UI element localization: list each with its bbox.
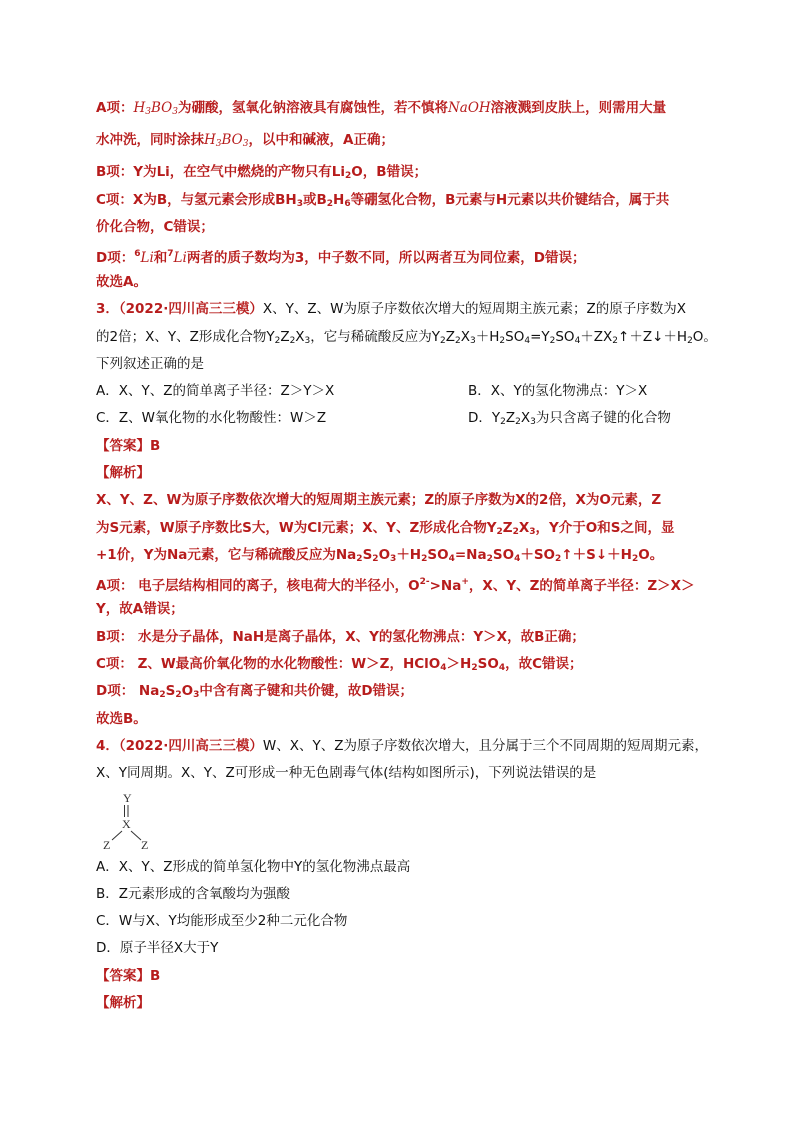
q3-options-row2 (96, 408, 736, 428)
text: X、Y、Z、W为原子序数依次增大的短周期主族元素；Z的原子序数为X (262, 301, 686, 317)
text: O (181, 683, 194, 699)
text: SO (555, 329, 575, 345)
choice-line: 故选A。 (96, 274, 147, 290)
text: X (518, 520, 530, 536)
text: =Y (530, 329, 550, 345)
text: 或B (302, 192, 327, 208)
option-a[interactable]: A．X、Y、Z形成的简单氢化物中Y的氢化物沸点最高 (96, 859, 411, 875)
q3-reason-a (96, 572, 695, 596)
text: A项： 电子层结构相同的离子，核电荷大的半径小，O (96, 578, 420, 594)
analysis-line-c2: 价化合物，C错误； (96, 219, 214, 235)
text: H (333, 192, 345, 208)
text: X (295, 329, 305, 345)
text: SO (492, 547, 515, 563)
text: D项： Na (96, 683, 160, 699)
option-d[interactable]: D．$Y_2Z_2X_3$为只含离子键的化合物 (468, 410, 671, 427)
option-b[interactable]: B．Z元素形成的含氧酸均为强酸 (96, 886, 291, 902)
text: 溶液溅到皮肤上，则需用大量 (490, 100, 667, 116)
q4-stem-line1 (96, 736, 708, 756)
question-source: 4．（2022·四川高三三模） (96, 738, 263, 754)
atom-x: X (122, 817, 131, 831)
text: B项：Y为Li，在空气中燃烧的产物只有Li (96, 164, 346, 180)
single-bond-line (112, 831, 122, 840)
atom-z-left: Z (103, 838, 111, 850)
q3-stem-line3: 下列叙述正确的是 (96, 356, 204, 372)
text: 中含有离子键和共价键，故D错误； (199, 683, 414, 699)
q3-reason-c: C项： Z、W最高价氧化物的水化物酸性：W＞Z，$HClO_4>H_2SO_4$，故C错误； (96, 656, 583, 673)
text: ，X、Y、Z的简单离子半径：Z＞X＞ (468, 578, 695, 594)
charge: 2- (419, 577, 430, 587)
text: 等硼氢化合物，B元素与H元素以共价键结合，属于共 (350, 192, 670, 208)
text: ＞H (446, 656, 472, 672)
text: ＋ZX (580, 329, 613, 345)
text: ，以中和碱液，A正确； (248, 132, 394, 148)
q3-analysis-line1: X、Y、Z、W为原子序数依次增大的短周期主族元素；Z的原子序数为X的2倍，X为O元素，Z (96, 492, 662, 508)
q3-analysis-label: 【解析】 (96, 465, 150, 481)
question-source: 3．（2022·四川高三三模） (96, 301, 263, 317)
formula-naoh: NaOH (447, 100, 491, 116)
text: ↑＋S↓＋H (561, 547, 632, 563)
text: 水冲洗，同时涂抹 (96, 132, 204, 148)
text: S (165, 683, 176, 699)
text: 为只含离子键的化合物 (535, 410, 671, 426)
option-c[interactable]: C．W与X、Y均能形成至少2种二元化合物 (96, 913, 348, 929)
text: Z (445, 329, 456, 345)
text: 两者的质子数均为3，中子数不同，所以两者互为同位素，D错误； (186, 250, 586, 266)
atom-y: Y (123, 791, 132, 805)
q4-analysis-label: 【解析】 (96, 995, 150, 1011)
option-c[interactable]: C．Z、W氧化物的水化物酸性：W＞Z (96, 410, 327, 426)
q3-options-row1 (96, 381, 736, 401)
text: Z (505, 410, 516, 426)
q3-reason-b: B项： 水是分子晶体，NaH是离子晶体，X、Y的氢化物沸点：Y＞X，故B正确； (96, 629, 585, 645)
q3-reason-d: D项： $Na_2S_2O_3$中含有离子键和共价键，故D错误； (96, 683, 414, 700)
q3-choice: 故选B。 (96, 711, 147, 727)
option-d[interactable]: D．原子半径X大于Y (96, 940, 219, 956)
text: 的2倍；X、Y、Z形成化合物Y (96, 329, 275, 345)
q3-stem-line1 (96, 299, 686, 319)
text: W、X、Y、Z为原子序数依次增大，且分属于三个不同周期的短周期元素， (262, 738, 708, 754)
text: O。 (692, 329, 717, 345)
q3-analysis-line2: 为S元素，W原子序数比S大，W为Cl元素；X、Y、Z形成化合物$Y_2Z_2X_3$，Y介于O和S之间，显 (96, 520, 675, 537)
text: X (460, 329, 470, 345)
text: Z (502, 520, 513, 536)
text: D．Y (468, 410, 501, 426)
q3-answer: 【答案】B (96, 438, 161, 454)
single-bond-line (131, 831, 141, 840)
text: ↑＋Z↓＋H (618, 329, 688, 345)
text: Z (280, 329, 290, 345)
analysis-line-b: B项：Y为Li，在空气中燃烧的产物只有$Li_2O$，B错误； (96, 164, 428, 181)
q4-answer: 【答案】B (96, 968, 161, 984)
q3-analysis-line3: +1价，Y为Na元素，它与稀硫酸反应为$Na_2S_2O_3+H_2SO_4=Na_2SO_4+SO_2↑+S↓+H_2O$。 (96, 547, 664, 564)
text: O，B错误； (351, 164, 428, 180)
q4-stem-line2: X、Y同周期。X、Y、Z可形成一种无色剧毒气体(结构如图所示)，下列说法错误的是 (96, 765, 597, 781)
text: 为S元素，W原子序数比S大，W为Cl元素；X、Y、Z形成化合物Y (96, 520, 497, 536)
text: ＋H (475, 329, 500, 345)
q3-reason-a2: Y，故A错误； (96, 601, 184, 617)
formula-h3bo3: $H_3BO_3$ (204, 132, 249, 149)
q3-stem-line2: 的2倍；X、Y、Z形成化合物$Y_2Z_2X_3$，它与稀硫酸反应为$Y_2Z_2X_3+H_2SO_4=Y_2SO_4+ZX_2↑+Z↓+H_2O$。 (96, 329, 717, 346)
text: =Na (454, 547, 487, 563)
text: S (362, 547, 373, 563)
text: +1价，Y为Na元素，它与稀硫酸反应为Na (96, 547, 357, 563)
text: SO (505, 329, 525, 345)
text: SO (427, 547, 449, 563)
text: 和 (153, 250, 168, 266)
text: O。 (638, 547, 664, 563)
charge: + (461, 577, 469, 587)
text: C项： Z、W最高价氧化物的水化物酸性：W＞Z，HClO (96, 656, 441, 672)
text: C项：X为B，与氢元素会形成BH (96, 192, 297, 208)
analysis-line-d: D项：$^6$Li和$^7$Li两者的质子数均为3，中子数不同，所以两者互为同位素，D错误； (96, 249, 586, 266)
text: ＋SO (520, 547, 556, 563)
analysis-line-a2 (96, 130, 394, 154)
text: O (378, 547, 391, 563)
option-a[interactable]: A．X、Y、Z的简单离子半径：Z＞Y＞X (96, 383, 335, 399)
atom-z-right: Z (141, 838, 149, 850)
formula-h3bo3: $H_3BO_3$ (133, 100, 178, 117)
text: >Na (429, 578, 462, 594)
molecule-structure-diagram (96, 790, 166, 850)
text: D项： (96, 250, 135, 266)
text: X (520, 410, 531, 426)
text: ＋H (396, 547, 422, 563)
analysis-line-a (96, 98, 666, 122)
text: SO (477, 656, 499, 672)
text: ，故C错误； (505, 656, 583, 672)
text: A项： (96, 100, 134, 116)
text: 为硼酸，氢氧化钠溶液具有腐蚀性，若不慎将 (177, 100, 448, 116)
option-b[interactable]: B．X、Y的氢化物沸点：Y＞X (468, 383, 648, 399)
analysis-line-c1: C项：X为B，与氢元素会形成$BH_3$或$B_2H_6$等硼氢化合物，B元素与H元素以共价键结合，属于共 (96, 192, 670, 209)
text: ，Y介于O和S之间，显 (535, 520, 675, 536)
text: ，它与稀硫酸反应为Y (310, 329, 441, 345)
